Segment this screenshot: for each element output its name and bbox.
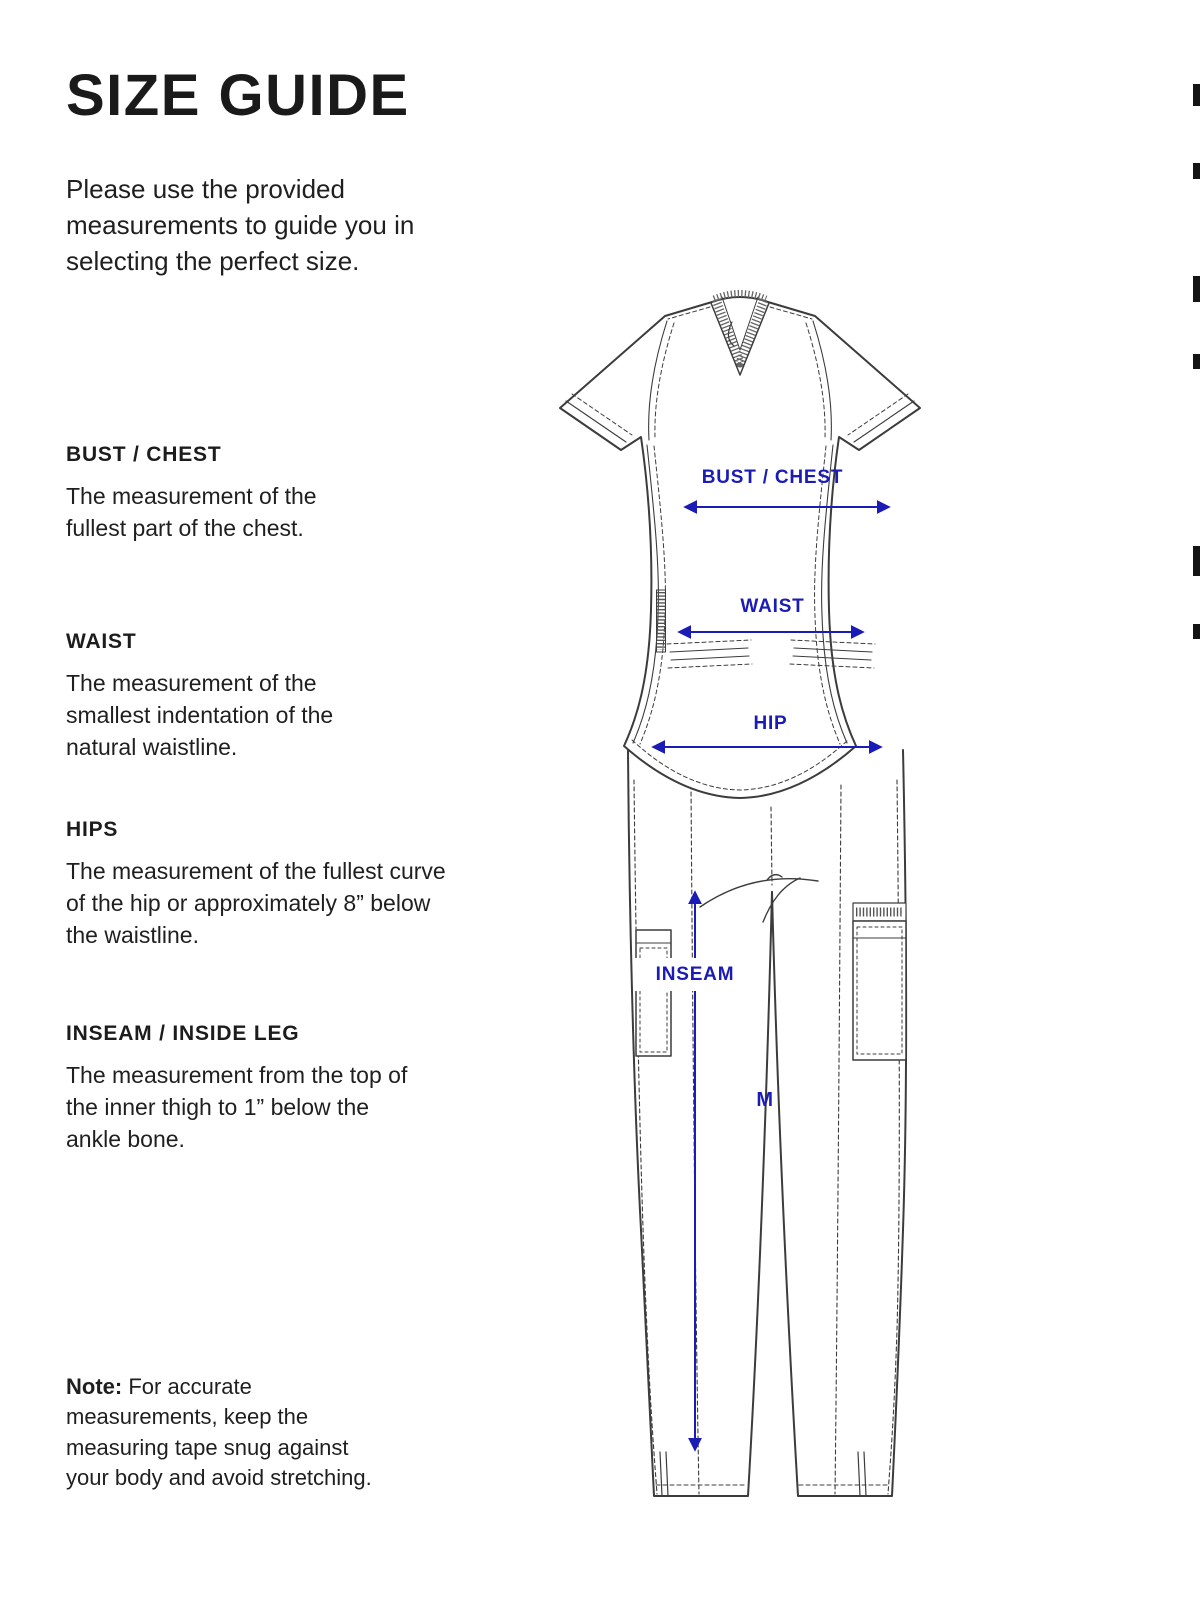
note-text <box>66 1372 376 1493</box>
edge-artifact <box>1193 84 1200 106</box>
right-cargo-pocket <box>853 903 906 1060</box>
edge-artifact <box>1193 624 1200 639</box>
edge-artifact <box>1193 163 1200 179</box>
section-bust-body: The measurement of the fullest part of the chest. <box>66 483 317 542</box>
edge-artifact <box>1193 354 1200 369</box>
section-inseam-body: The measurement from the top of the inner thigh to 1” below the ankle bone. <box>66 1062 408 1153</box>
section-inseam-heading: INSEAM / INSIDE LEG <box>66 1022 300 1045</box>
edge-artifact <box>1193 546 1200 576</box>
bust-measure-label: BUST / CHEST <box>701 467 844 488</box>
note-label: Note: <box>66 1374 123 1399</box>
section-bust-heading: BUST / CHEST <box>66 443 222 466</box>
page-title: SIZE GUIDE <box>66 63 410 128</box>
pants-fly-seam <box>771 807 772 885</box>
scrub-pants-drawing <box>628 750 906 1496</box>
left-hem-slit <box>660 1452 668 1496</box>
inseam-measure-label: INSEAM <box>634 958 756 991</box>
section-hips <box>66 818 451 952</box>
section-waist <box>66 630 396 764</box>
section-hips-body: The measurement of the fullest curve of the hip or approximately 8” below the waistline. <box>66 858 446 949</box>
edge-artifact <box>1193 276 1200 302</box>
left-cargo-pocket <box>636 930 671 1056</box>
section-waist-body: The measurement of the smallest indentation of the natural waistline. <box>66 670 334 761</box>
size-letter-label: M <box>756 1089 774 1111</box>
right-hem-slit <box>858 1452 866 1496</box>
pants-right-crease <box>835 785 841 1494</box>
section-waist-heading: WAIST <box>66 630 137 653</box>
section-hips-heading: HIPS <box>66 818 119 841</box>
note-body: For accurate measurements, keep the measuring tape snug against your body and avoid stretching. <box>66 1374 372 1491</box>
section-inseam <box>66 1022 411 1156</box>
intro-text: Please use the provided measurements to guide you in selecting the perfect size. <box>66 174 415 276</box>
drawstring <box>700 875 818 922</box>
waist-measure-label: WAIST <box>740 596 805 617</box>
section-bust <box>66 443 366 544</box>
hip-measure-label: HIP <box>753 713 788 734</box>
